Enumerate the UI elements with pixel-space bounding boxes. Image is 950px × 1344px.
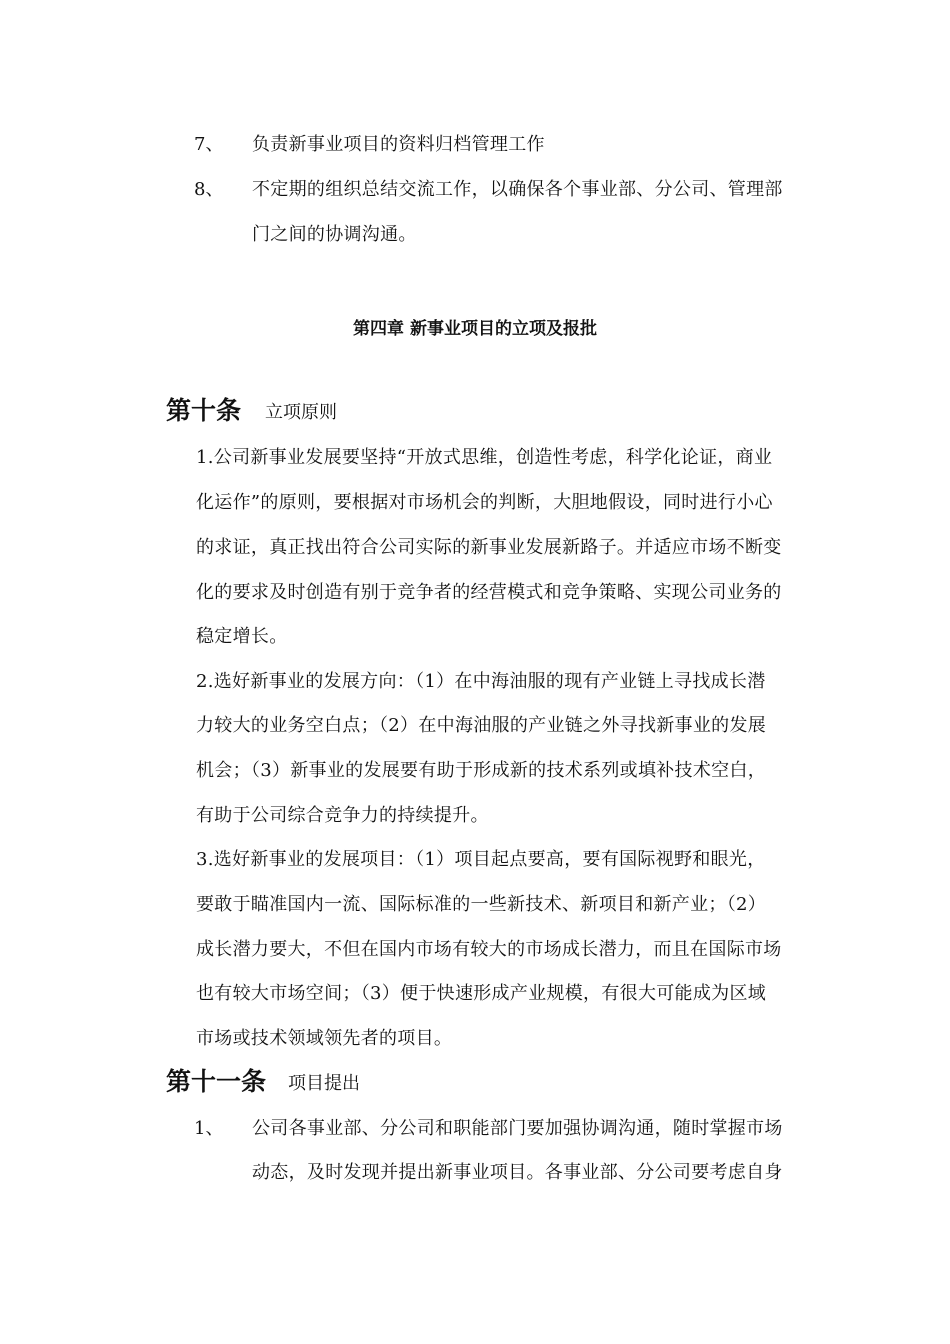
paragraph-line: 3.选好新事业的发展项目：（1）项目起点要高，要有国际视野和眼光， [196,849,766,870]
paragraph-line: 化的要求及时创造有别于竞争者的经营模式和竞争策略、实现公司业务的 [196,582,782,603]
paragraph-line: 要敢于瞄准国内一流、国际标准的一些新技术、新项目和新产业；（2） [196,894,767,915]
list-item-text: 不定期的组织总结交流工作，以确保各个事业部、分公司、管理部 [252,179,783,200]
article-label: 第十条 [166,396,242,425]
paragraph-line: 的求证，真正找出符合公司实际的新事业发展新路子。并适应市场不断变 [196,537,782,558]
paragraph-line: 有助于公司综合竞争力的持续提升。 [196,805,489,826]
paragraph-line: 2.选好新事业的发展方向：（1）在中海油服的现有产业链上寻找成长潜 [196,671,766,692]
list-item-text: 负责新事业项目的资料归档管理工作 [252,134,545,155]
article-title: 项目提出 [288,1073,360,1094]
paragraph-line: 力较大的业务空白点；（2）在中海油服的产业链之外寻找新事业的发展 [196,715,767,736]
list-item-text: 动态，及时发现并提出新事业项目。各事业部、分公司要考虑自身 [252,1162,783,1183]
paragraph-line: 也有较大市场空间；（3）便于快速形成产业规模，有很大可能成为区域 [196,983,767,1004]
paragraph-line: 机会；（3）新事业的发展要有助于形成新的技术系列或填补技术空白， [196,760,767,781]
chapter-heading: 第四章 新事业项目的立项及报批 [353,319,597,339]
list-item-number: 1、 [194,1118,224,1139]
list-item-text: 公司各事业部、分公司和职能部门要加强协调沟通，随时掌握市场 [252,1118,783,1139]
paragraph-line: 市场或技术领域领先者的项目。 [196,1028,453,1049]
paragraph-line: 1.公司新事业发展要坚持“开放式思维，创造性考虑，科学化论证，商业 [196,447,773,468]
paragraph-line: 稳定增长。 [196,626,288,647]
list-item-number: 7、 [194,134,224,155]
article-title: 立项原则 [265,402,337,423]
list-item-text: 门之间的协调沟通。 [252,224,417,245]
paragraph-line: 成长潜力要大，不但在国内市场有较大的市场成长潜力，而且在国际市场 [196,939,782,960]
list-item-number: 8、 [194,179,224,200]
paragraph-line: 化运作”的原则，要根据对市场机会的判断，大胆地假设，同时进行小心 [196,492,773,513]
article-label: 第十一条 [166,1067,267,1096]
